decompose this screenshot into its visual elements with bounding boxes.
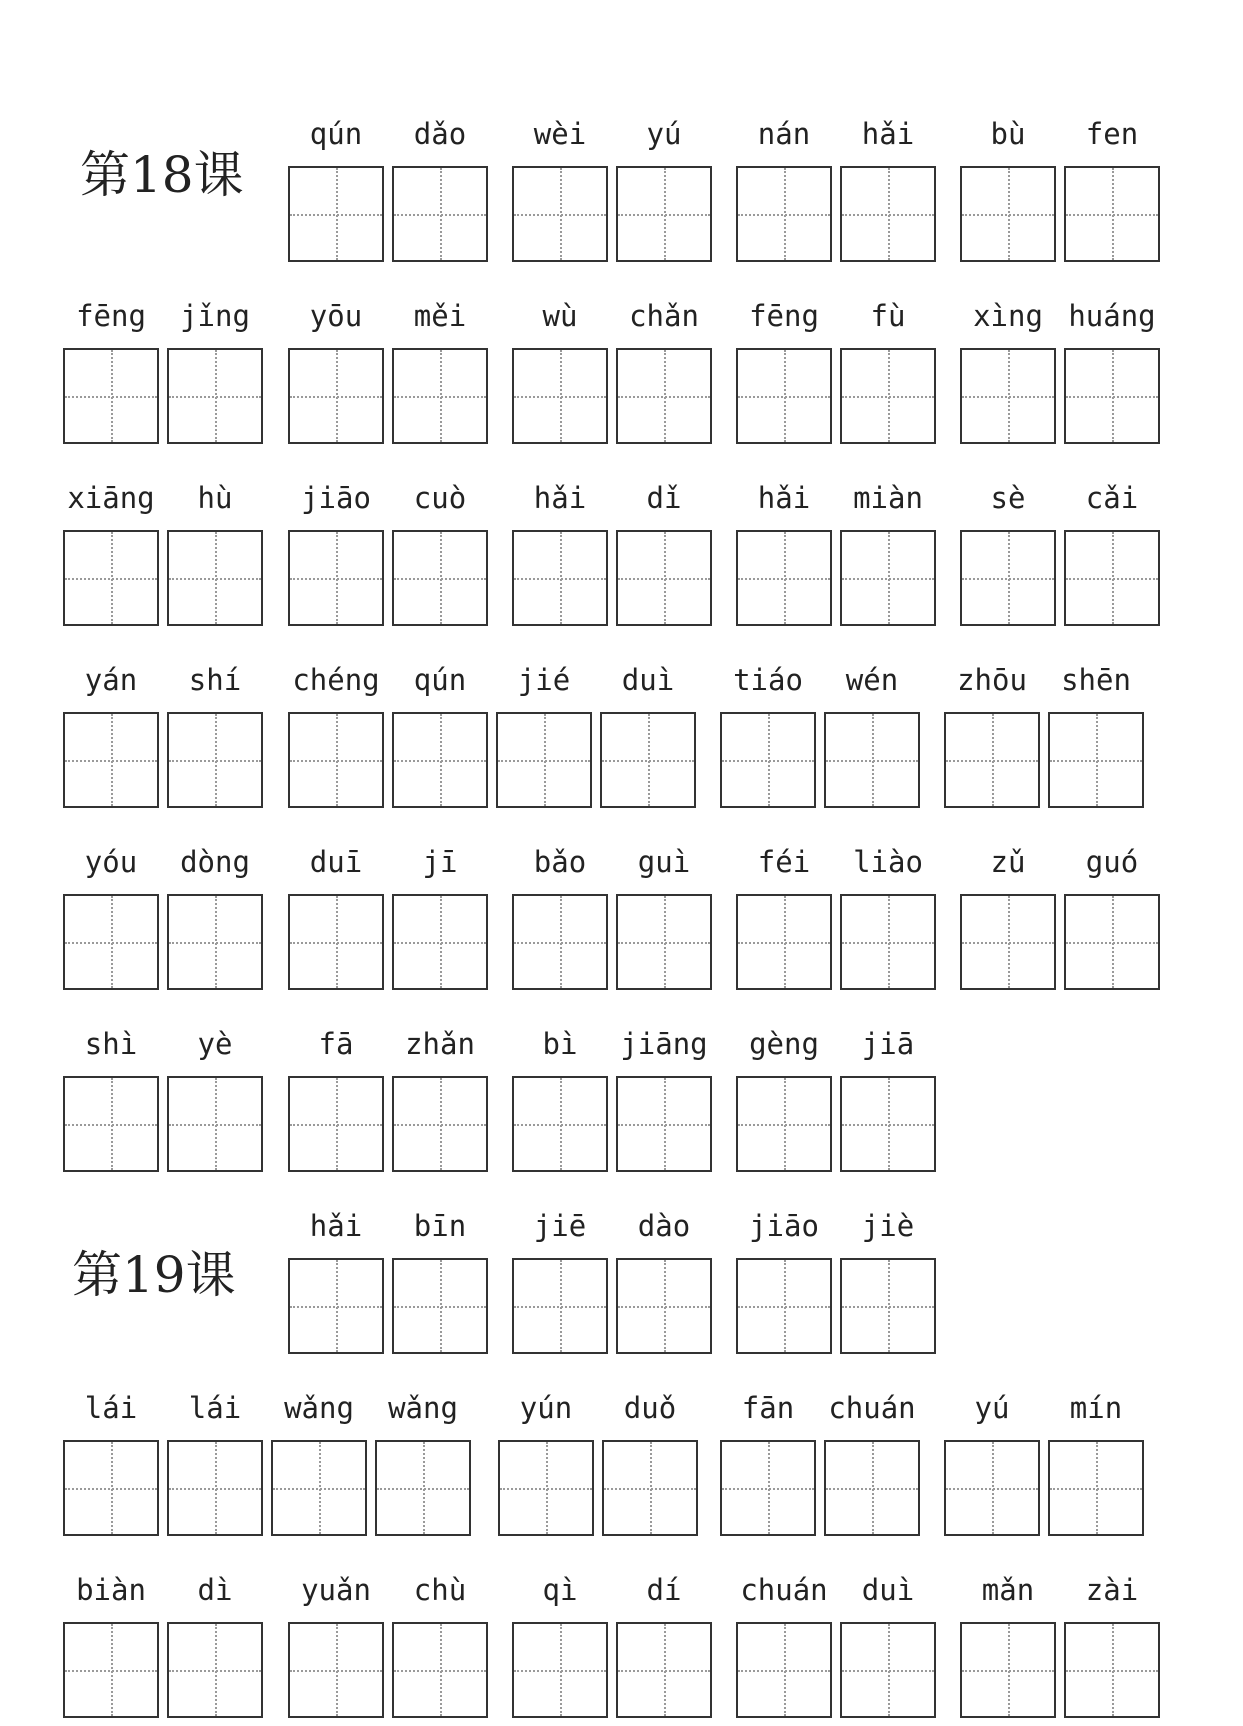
cell-guide-vertical: [784, 1260, 786, 1352]
cell-guide-vertical: [1112, 1624, 1114, 1716]
pinyin-label: hù: [197, 481, 233, 515]
pinyin-label: lái: [84, 1391, 138, 1425]
writing-cell[interactable]: [736, 1258, 832, 1354]
cell-guide-vertical: [440, 1260, 442, 1352]
cell-guide-vertical: [784, 532, 786, 624]
cell-guide-vertical: [888, 1078, 890, 1170]
cell-guide-vertical: [664, 1624, 666, 1716]
writing-cell[interactable]: [167, 348, 263, 444]
pinyin-label: yán: [84, 663, 138, 697]
writing-cell[interactable]: [944, 712, 1040, 808]
cell-guide-vertical: [336, 1260, 338, 1352]
cell-guide-vertical: [888, 1260, 890, 1352]
word-group: [944, 656, 1152, 816]
pinyin-label: chéng: [292, 663, 380, 697]
pinyin-label: jiāo: [301, 481, 371, 515]
writing-cell[interactable]: [167, 530, 263, 626]
writing-cell[interactable]: [63, 530, 159, 626]
writing-cell[interactable]: [736, 1622, 832, 1718]
lesson-19-title: 第19课: [72, 1246, 236, 1304]
pinyin-label: jiāo: [749, 1209, 819, 1243]
pinyin-label: fen: [1085, 117, 1139, 151]
writing-cell[interactable]: [167, 1622, 263, 1718]
pinyin-label: zhǎn: [405, 1027, 475, 1061]
cell-guide-vertical: [664, 896, 666, 988]
cell-guide-vertical: [560, 532, 562, 624]
pinyin-label: duī: [309, 845, 363, 879]
pinyin-label: gèng: [749, 1027, 819, 1061]
writing-cell[interactable]: [960, 348, 1056, 444]
pinyin-label: yuǎn: [301, 1573, 371, 1607]
pinyin-label: jié: [517, 663, 571, 697]
word-group: [288, 1020, 496, 1180]
writing-cell[interactable]: [960, 166, 1056, 262]
writing-cell[interactable]: [1048, 1440, 1144, 1536]
pinyin-label: nán: [757, 117, 811, 151]
pinyin-label: liào: [853, 845, 923, 879]
writing-cell[interactable]: [167, 894, 263, 990]
pinyin-label: jiè: [861, 1209, 915, 1243]
writing-cell[interactable]: [63, 1440, 159, 1536]
cell-guide-vertical: [1112, 896, 1114, 988]
cell-guide-vertical: [544, 714, 546, 806]
pinyin-label: guó: [1085, 845, 1139, 879]
cell-guide-vertical: [888, 168, 890, 260]
cell-guide-vertical: [440, 1078, 442, 1170]
word-group: [960, 474, 1168, 634]
writing-cell[interactable]: [512, 1076, 608, 1172]
cell-guide-vertical: [664, 1260, 666, 1352]
writing-cell[interactable]: [616, 1622, 712, 1718]
cell-guide-vertical: [111, 1624, 113, 1716]
pinyin-label: dǎo: [413, 117, 467, 151]
word-group: [63, 1566, 271, 1726]
word-group: [288, 292, 496, 452]
cell-guide-vertical: [784, 1624, 786, 1716]
writing-cell[interactable]: [63, 1076, 159, 1172]
writing-cell[interactable]: [840, 1622, 936, 1718]
pinyin-label: cǎi: [1085, 481, 1139, 515]
cell-guide-vertical: [768, 1442, 770, 1534]
pinyin-label: miàn: [853, 481, 923, 515]
pinyin-label: sè: [990, 481, 1026, 515]
writing-cell[interactable]: [392, 1076, 488, 1172]
writing-cell[interactable]: [616, 166, 712, 262]
pinyin-label: fēng: [749, 299, 819, 333]
word-group: [512, 1020, 720, 1180]
pinyin-label: yōu: [309, 299, 363, 333]
cell-guide-vertical: [215, 532, 217, 624]
pinyin-label: yú: [646, 117, 682, 151]
word-group: [512, 292, 720, 452]
word-group: [512, 474, 720, 634]
pinyin-label: yè: [197, 1027, 233, 1061]
writing-cell[interactable]: [512, 530, 608, 626]
pinyin-label: guì: [637, 845, 691, 879]
writing-cell[interactable]: [960, 1622, 1056, 1718]
cell-guide-vertical: [888, 896, 890, 988]
writing-cell[interactable]: [840, 1076, 936, 1172]
writing-cell[interactable]: [736, 1076, 832, 1172]
word-group: [736, 1202, 944, 1362]
cell-guide-vertical: [648, 714, 650, 806]
cell-guide-vertical: [1008, 532, 1010, 624]
pinyin-label: wǎng: [388, 1391, 458, 1425]
writing-cell[interactable]: [736, 348, 832, 444]
pinyin-label: dòng: [180, 845, 250, 879]
cell-guide-vertical: [423, 1442, 425, 1534]
word-group: [498, 1384, 706, 1544]
pinyin-label: hǎi: [533, 481, 587, 515]
pinyin-label: qún: [413, 663, 467, 697]
pinyin-label: biàn: [76, 1573, 146, 1607]
pinyin-label: tiáo: [733, 663, 803, 697]
word-group: [736, 1020, 944, 1180]
cell-guide-vertical: [1112, 350, 1114, 442]
writing-cell[interactable]: [616, 1076, 712, 1172]
writing-cell[interactable]: [288, 894, 384, 990]
pinyin-label: shēn: [1061, 663, 1131, 697]
cell-guide-vertical: [336, 350, 338, 442]
cell-guide-vertical: [784, 168, 786, 260]
writing-cell[interactable]: [840, 1258, 936, 1354]
writing-cell[interactable]: [512, 1622, 608, 1718]
word-group: [736, 838, 944, 998]
word-group: [512, 838, 720, 998]
pinyin-label: shì: [84, 1027, 138, 1061]
writing-cell[interactable]: [512, 348, 608, 444]
pinyin-label: měi: [413, 299, 467, 333]
pinyin-label: bù: [990, 117, 1026, 151]
writing-cell[interactable]: [167, 1076, 263, 1172]
writing-cell[interactable]: [167, 712, 263, 808]
word-group: [736, 474, 944, 634]
word-group: [63, 1384, 479, 1544]
cell-guide-vertical: [1096, 714, 1098, 806]
cell-guide-vertical: [872, 714, 874, 806]
cell-guide-vertical: [319, 1442, 321, 1534]
cell-guide-vertical: [111, 532, 113, 624]
cell-guide-vertical: [992, 714, 994, 806]
word-group: [288, 110, 496, 270]
cell-guide-vertical: [784, 350, 786, 442]
cell-guide-vertical: [215, 350, 217, 442]
cell-guide-vertical: [1008, 350, 1010, 442]
writing-cell[interactable]: [288, 1258, 384, 1354]
word-group: [512, 110, 720, 270]
writing-cell[interactable]: [63, 894, 159, 990]
cell-guide-vertical: [440, 1624, 442, 1716]
cell-guide-vertical: [546, 1442, 548, 1534]
writing-cell[interactable]: [600, 712, 696, 808]
pinyin-label: dǐ: [646, 481, 682, 515]
cell-guide-vertical: [888, 1624, 890, 1716]
word-group: [960, 110, 1168, 270]
writing-cell[interactable]: [944, 1440, 1040, 1536]
pinyin-label: jiā: [861, 1027, 915, 1061]
cell-guide-vertical: [440, 714, 442, 806]
pinyin-label: duì: [861, 1573, 915, 1607]
cell-guide-vertical: [1096, 1442, 1098, 1534]
pinyin-label: hǎi: [757, 481, 811, 515]
writing-cell[interactable]: [271, 1440, 367, 1536]
pinyin-label: jī: [422, 845, 458, 879]
pinyin-label: xiāng: [67, 481, 155, 515]
pinyin-label: bīn: [413, 1209, 467, 1243]
pinyin-label: fù: [870, 299, 906, 333]
pinyin-label: bì: [542, 1027, 578, 1061]
writing-cell[interactable]: [63, 348, 159, 444]
pinyin-label: dào: [637, 1209, 691, 1243]
cell-guide-vertical: [215, 1078, 217, 1170]
writing-cell[interactable]: [1064, 166, 1160, 262]
pinyin-label: yú: [974, 1391, 1010, 1425]
word-group: [63, 1020, 271, 1180]
cell-guide-vertical: [215, 714, 217, 806]
cell-guide-vertical: [560, 896, 562, 988]
pinyin-label: féi: [757, 845, 811, 879]
pinyin-label: jiē: [533, 1209, 587, 1243]
pinyin-label: lái: [188, 1391, 242, 1425]
cell-guide-vertical: [768, 714, 770, 806]
cell-guide-vertical: [111, 896, 113, 988]
cell-guide-vertical: [440, 532, 442, 624]
cell-guide-vertical: [650, 1442, 652, 1534]
pinyin-label: jǐng: [180, 299, 250, 333]
writing-cell[interactable]: [616, 894, 712, 990]
word-group: [736, 1566, 944, 1726]
writing-cell[interactable]: [512, 894, 608, 990]
pinyin-label: yóu: [84, 845, 138, 879]
cell-guide-vertical: [336, 532, 338, 624]
pinyin-label: dì: [197, 1573, 233, 1607]
pinyin-label: huáng: [1068, 299, 1156, 333]
word-group: [288, 656, 704, 816]
word-group: [736, 292, 944, 452]
writing-cell[interactable]: [824, 1440, 920, 1536]
cell-guide-vertical: [215, 896, 217, 988]
writing-cell[interactable]: [1048, 712, 1144, 808]
word-group: [720, 656, 928, 816]
pinyin-label: fēng: [76, 299, 146, 333]
cell-guide-vertical: [111, 1078, 113, 1170]
writing-cell[interactable]: [496, 712, 592, 808]
cell-guide-vertical: [888, 532, 890, 624]
cell-guide-vertical: [215, 1442, 217, 1534]
word-group: [288, 474, 496, 634]
word-group: [512, 1202, 720, 1362]
writing-cell[interactable]: [1064, 530, 1160, 626]
word-group: [720, 1384, 928, 1544]
writing-cell[interactable]: [288, 712, 384, 808]
pinyin-label: jiāng: [620, 1027, 708, 1061]
pinyin-label: wǎng: [284, 1391, 354, 1425]
cell-guide-vertical: [560, 1078, 562, 1170]
cell-guide-vertical: [560, 168, 562, 260]
pinyin-label: fān: [741, 1391, 795, 1425]
writing-cell[interactable]: [392, 1622, 488, 1718]
cell-guide-vertical: [1112, 168, 1114, 260]
cell-guide-vertical: [215, 1624, 217, 1716]
cell-guide-vertical: [336, 1624, 338, 1716]
pinyin-label: duǒ: [623, 1391, 677, 1425]
writing-cell[interactable]: [720, 712, 816, 808]
writing-cell[interactable]: [167, 1440, 263, 1536]
cell-guide-vertical: [111, 1442, 113, 1534]
cell-guide-vertical: [440, 168, 442, 260]
cell-guide-vertical: [560, 1260, 562, 1352]
word-group: [960, 838, 1168, 998]
writing-cell[interactable]: [736, 166, 832, 262]
cell-guide-vertical: [1008, 168, 1010, 260]
pinyin-label: qún: [309, 117, 363, 151]
writing-cell[interactable]: [63, 1622, 159, 1718]
pinyin-label: chǎn: [629, 299, 699, 333]
writing-cell[interactable]: [616, 348, 712, 444]
pinyin-label: zhōu: [957, 663, 1027, 697]
cell-guide-vertical: [784, 1078, 786, 1170]
cell-guide-vertical: [336, 168, 338, 260]
word-group: [960, 292, 1168, 452]
cell-guide-vertical: [440, 350, 442, 442]
pinyin-label: zǔ: [990, 845, 1026, 879]
writing-cell[interactable]: [840, 894, 936, 990]
writing-cell[interactable]: [602, 1440, 698, 1536]
writing-cell[interactable]: [288, 166, 384, 262]
cell-guide-vertical: [888, 350, 890, 442]
word-group: [288, 838, 496, 998]
pinyin-label: chù: [413, 1573, 467, 1607]
cell-guide-vertical: [336, 1078, 338, 1170]
lesson-18-title: 第18课: [80, 146, 244, 204]
pinyin-label: shí: [188, 663, 242, 697]
word-group: [63, 838, 271, 998]
pinyin-label: dí: [646, 1573, 682, 1607]
writing-cell[interactable]: [616, 1258, 712, 1354]
writing-cell[interactable]: [720, 1440, 816, 1536]
cell-guide-vertical: [111, 714, 113, 806]
writing-cell[interactable]: [840, 530, 936, 626]
writing-cell[interactable]: [392, 530, 488, 626]
pinyin-label: wén: [845, 663, 899, 697]
pinyin-label: yún: [519, 1391, 573, 1425]
cell-guide-vertical: [336, 714, 338, 806]
writing-cell[interactable]: [288, 1622, 384, 1718]
writing-cell[interactable]: [1064, 348, 1160, 444]
word-group: [736, 110, 944, 270]
word-group: [512, 1566, 720, 1726]
pinyin-label: bǎo: [533, 845, 587, 879]
word-group: [63, 292, 271, 452]
pinyin-label: qì: [542, 1573, 578, 1607]
pinyin-label: chuán: [828, 1391, 916, 1425]
writing-cell[interactable]: [392, 712, 488, 808]
cell-guide-vertical: [664, 168, 666, 260]
cell-guide-vertical: [336, 896, 338, 988]
writing-cell[interactable]: [736, 894, 832, 990]
writing-cell[interactable]: [288, 1076, 384, 1172]
writing-cell[interactable]: [288, 530, 384, 626]
cell-guide-vertical: [560, 1624, 562, 1716]
writing-cell[interactable]: [288, 348, 384, 444]
writing-cell[interactable]: [63, 712, 159, 808]
writing-cell[interactable]: [392, 348, 488, 444]
writing-cell[interactable]: [736, 530, 832, 626]
writing-cell[interactable]: [392, 166, 488, 262]
writing-cell[interactable]: [1064, 894, 1160, 990]
writing-cell[interactable]: [512, 1258, 608, 1354]
cell-guide-vertical: [560, 350, 562, 442]
writing-cell[interactable]: [960, 530, 1056, 626]
pinyin-label: mǎn: [981, 1573, 1035, 1607]
writing-cell[interactable]: [498, 1440, 594, 1536]
cell-guide-vertical: [111, 350, 113, 442]
word-group: [63, 474, 271, 634]
writing-cell[interactable]: [824, 712, 920, 808]
writing-cell[interactable]: [512, 166, 608, 262]
pinyin-label: chuán: [740, 1573, 828, 1607]
pinyin-label: cuò: [413, 481, 467, 515]
pinyin-label: fā: [318, 1027, 354, 1061]
word-group: [288, 1566, 496, 1726]
word-group: [944, 1384, 1152, 1544]
writing-cell[interactable]: [392, 1258, 488, 1354]
writing-cell[interactable]: [840, 166, 936, 262]
writing-cell[interactable]: [375, 1440, 471, 1536]
writing-cell[interactable]: [392, 894, 488, 990]
word-group: [288, 1202, 496, 1362]
pinyin-label: duì: [621, 663, 675, 697]
cell-guide-vertical: [664, 1078, 666, 1170]
cell-guide-vertical: [664, 350, 666, 442]
pinyin-label: wèi: [533, 117, 587, 151]
pinyin-label: xìng: [973, 299, 1043, 333]
pinyin-label: wù: [542, 299, 578, 333]
cell-guide-vertical: [872, 1442, 874, 1534]
pinyin-label: hǎi: [861, 117, 915, 151]
writing-cell[interactable]: [840, 348, 936, 444]
writing-cell[interactable]: [1064, 1622, 1160, 1718]
pinyin-label: mín: [1069, 1391, 1123, 1425]
cell-guide-vertical: [784, 896, 786, 988]
pinyin-label: hǎi: [309, 1209, 363, 1243]
word-group: [63, 656, 271, 816]
cell-guide-vertical: [1008, 1624, 1010, 1716]
writing-cell[interactable]: [960, 894, 1056, 990]
cell-guide-vertical: [440, 896, 442, 988]
word-group: [960, 1566, 1168, 1726]
writing-cell[interactable]: [616, 530, 712, 626]
cell-guide-vertical: [664, 532, 666, 624]
cell-guide-vertical: [992, 1442, 994, 1534]
cell-guide-vertical: [1112, 532, 1114, 624]
cell-guide-vertical: [1008, 896, 1010, 988]
pinyin-label: zài: [1085, 1573, 1139, 1607]
